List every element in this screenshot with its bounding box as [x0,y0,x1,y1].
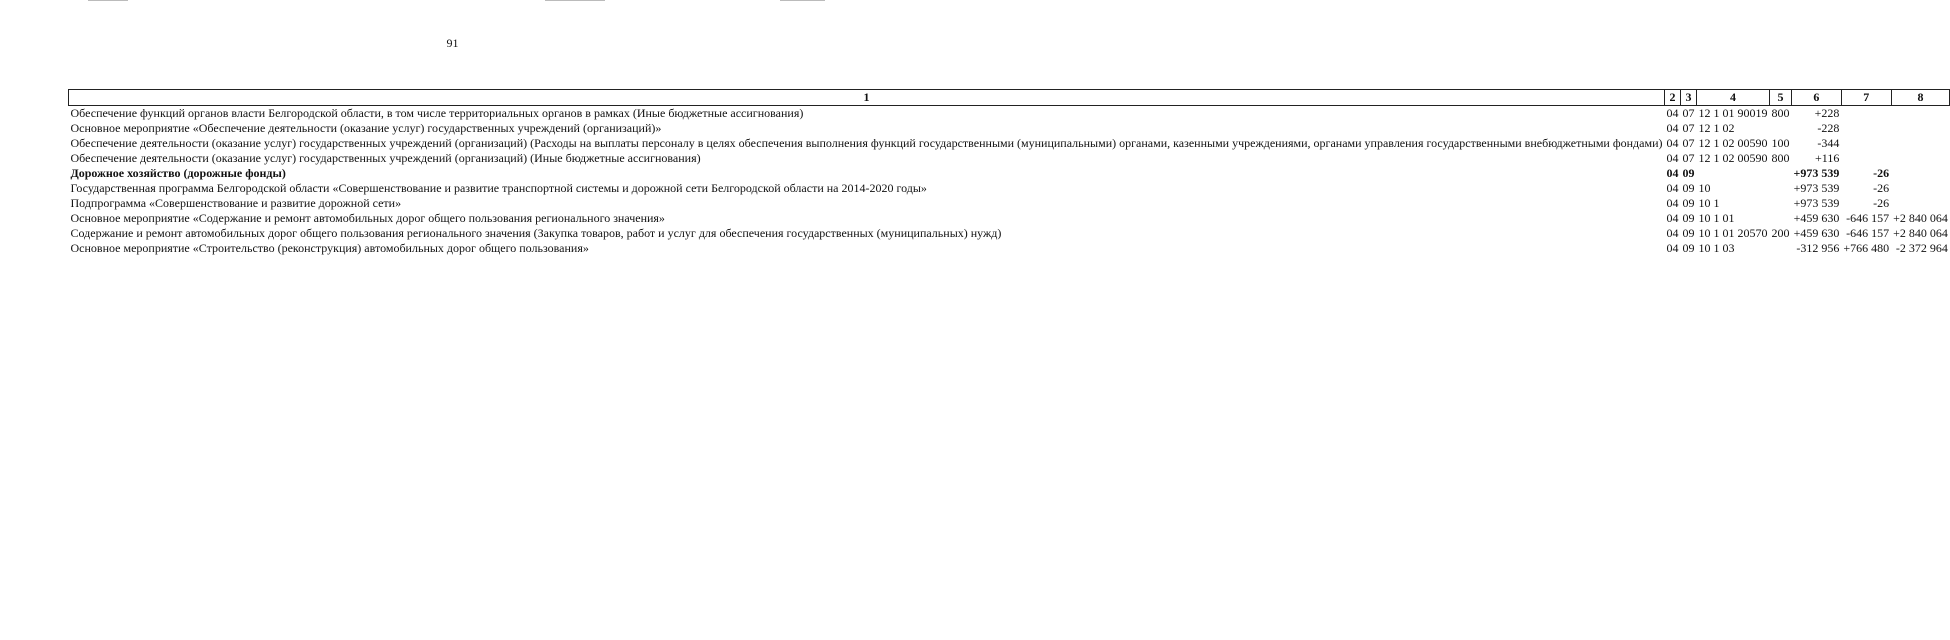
row-subsection-code: 09 [1682,196,1695,210]
row-description: Обеспечение деятельности (оказание услуг) государственных учреждений (организаций) (Расходы на выплаты персоналу в целях обеспечения выполнения функций государственными (муниципальными) органами, казенными учреждениями, органами управления государственными внебюджетными фондами) [70,136,1663,150]
row-target-article: 10 1 03 [1698,241,1735,255]
row-expense-type [1770,166,1792,181]
column-header: 4 [1697,90,1770,106]
row-amount-8 [1891,106,1950,122]
row-section-code: 04 [1666,211,1679,225]
table-row [69,241,1950,256]
row-amount-8: -2 372 964 [1895,241,1948,255]
table-row [69,226,1950,241]
row-target-article: 10 1 01 20570 [1698,226,1768,240]
row-target-article: 10 1 [1698,196,1720,210]
row-amount-7: +766 480 [1843,241,1890,255]
row-expense-type: 800 [1771,106,1790,120]
row-amount-6: -344 [1817,136,1840,150]
row-expense-type [1770,181,1792,196]
row-section-code: 04 [1666,226,1679,240]
row-amount-7 [1841,151,1891,166]
row-expense-type [1770,241,1792,256]
row-expense-type [1770,196,1792,211]
row-expense-type [1770,121,1792,136]
column-header: 3 [1681,90,1697,106]
row-amount-6: +459 630 [1793,226,1840,240]
column-header: 7 [1841,90,1891,106]
column-header: 1 [69,90,1665,106]
page-number: 91 [446,36,459,50]
column-header: 2 [1665,90,1681,106]
row-amount-8 [1891,136,1950,151]
row-amount-8 [1891,196,1950,211]
row-amount-6: +973 539 [1793,181,1840,195]
row-section-code: 04 [1666,166,1679,180]
row-target-article: 12 1 01 90019 [1698,106,1768,120]
top-rule [780,0,825,1]
row-description: Обеспечение деятельности (оказание услуг) государственных учреждений (организаций) (Иные бюджетные ассигнования) [70,151,701,165]
row-amount-8 [1891,166,1950,181]
row-target-article [1697,166,1770,181]
table-row [69,121,1950,136]
row-amount-6: +973 539 [1793,196,1840,210]
row-amount-7 [1841,121,1891,136]
row-amount-7: -26 [1873,181,1890,195]
row-amount-8: +2 840 064 [1893,211,1948,225]
row-amount-6: +459 630 [1793,211,1840,225]
column-header: 6 [1792,90,1842,106]
row-target-article: 12 1 02 00590 [1698,136,1768,150]
row-section-code: 04 [1666,151,1679,165]
row-target-article: 12 1 02 [1698,121,1735,135]
row-expense-type [1770,211,1792,226]
row-description: Содержание и ремонт автомобильных дорог общего пользования регионального значения (Закупка товаров, работ и услуг для обеспечения государственных (муниципальных) нужд) [70,226,1002,240]
row-subsection-code: 07 [1682,106,1695,120]
row-description: Основное мероприятие «Содержание и ремонт автомобильных дорог общего пользования регионального значения» [70,211,665,225]
row-amount-6: -228 [1817,121,1840,135]
row-amount-7: -26 [1873,166,1890,180]
row-amount-8: +2 840 064 [1893,226,1948,240]
table-row [69,196,1950,211]
row-subsection-code: 07 [1682,136,1695,150]
row-amount-7 [1841,106,1891,122]
row-subsection-code: 07 [1682,151,1695,165]
row-amount-6: +116 [1815,151,1840,165]
table-row [69,181,1950,196]
table-row [69,211,1950,226]
row-description: Государственная программа Белгородской области «Совершенствование и развитие транспортной системы и дорожной сети Белгородской области на 2014-2020 годы» [70,181,927,195]
row-subsection-code: 09 [1682,181,1695,195]
top-rule [545,0,605,1]
row-amount-6: +973 539 [1793,166,1840,180]
row-amount-8 [1891,151,1950,166]
row-target-article: 12 1 02 00590 [1698,151,1768,165]
row-subsection-code: 09 [1682,166,1695,180]
row-subsection-code: 09 [1682,211,1695,225]
row-expense-type: 100 [1771,136,1790,150]
row-expense-type: 800 [1771,151,1790,165]
column-header: 5 [1770,90,1792,106]
table-row [69,136,1950,151]
row-amount-6: +228 [1814,106,1840,120]
row-description: Основное мероприятие «Строительство (реконструкция) автомобильных дорог общего пользования» [70,241,589,255]
row-section-code: 04 [1666,121,1679,135]
row-section-code: 04 [1666,241,1679,255]
row-amount-8 [1891,181,1950,196]
row-subsection-code: 09 [1682,241,1695,255]
table-row-section-total [69,166,1950,181]
row-subsection-code: 09 [1682,226,1695,240]
table-row [69,106,1950,122]
row-section-code: 04 [1666,106,1679,120]
row-expense-type: 200 [1771,226,1790,240]
row-subsection-code: 07 [1682,121,1695,135]
row-section-code: 04 [1666,181,1679,195]
row-description: Дорожное хозяйство (дорожные фонды) [70,166,286,180]
row-description: Обеспечение функций органов власти Белгородской области, в том числе территориальных органов в рамках (Иные бюджетные ассигнования) [70,106,804,120]
row-amount-7: -646 157 [1846,226,1890,240]
row-target-article: 10 [1698,181,1711,195]
row-section-code: 04 [1666,196,1679,210]
row-description: Подпрограмма «Совершенствование и развитие дорожной сети» [70,196,402,210]
row-section-code: 04 [1666,136,1679,150]
row-target-article: 10 1 01 [1698,211,1735,225]
row-amount-7 [1841,136,1891,151]
row-amount-7: -26 [1873,196,1890,210]
row-amount-8 [1891,121,1950,136]
header-row [69,90,1950,106]
row-amount-7: -646 157 [1846,211,1890,225]
table-row [69,151,1950,166]
row-amount-6: -312 956 [1796,241,1840,255]
column-header: 8 [1891,90,1950,106]
top-rule [88,0,128,1]
row-description: Основное мероприятие «Обеспечение деятельности (оказание услуг) государственных учреждений (организаций)» [70,121,662,135]
budget-table [68,89,1950,256]
